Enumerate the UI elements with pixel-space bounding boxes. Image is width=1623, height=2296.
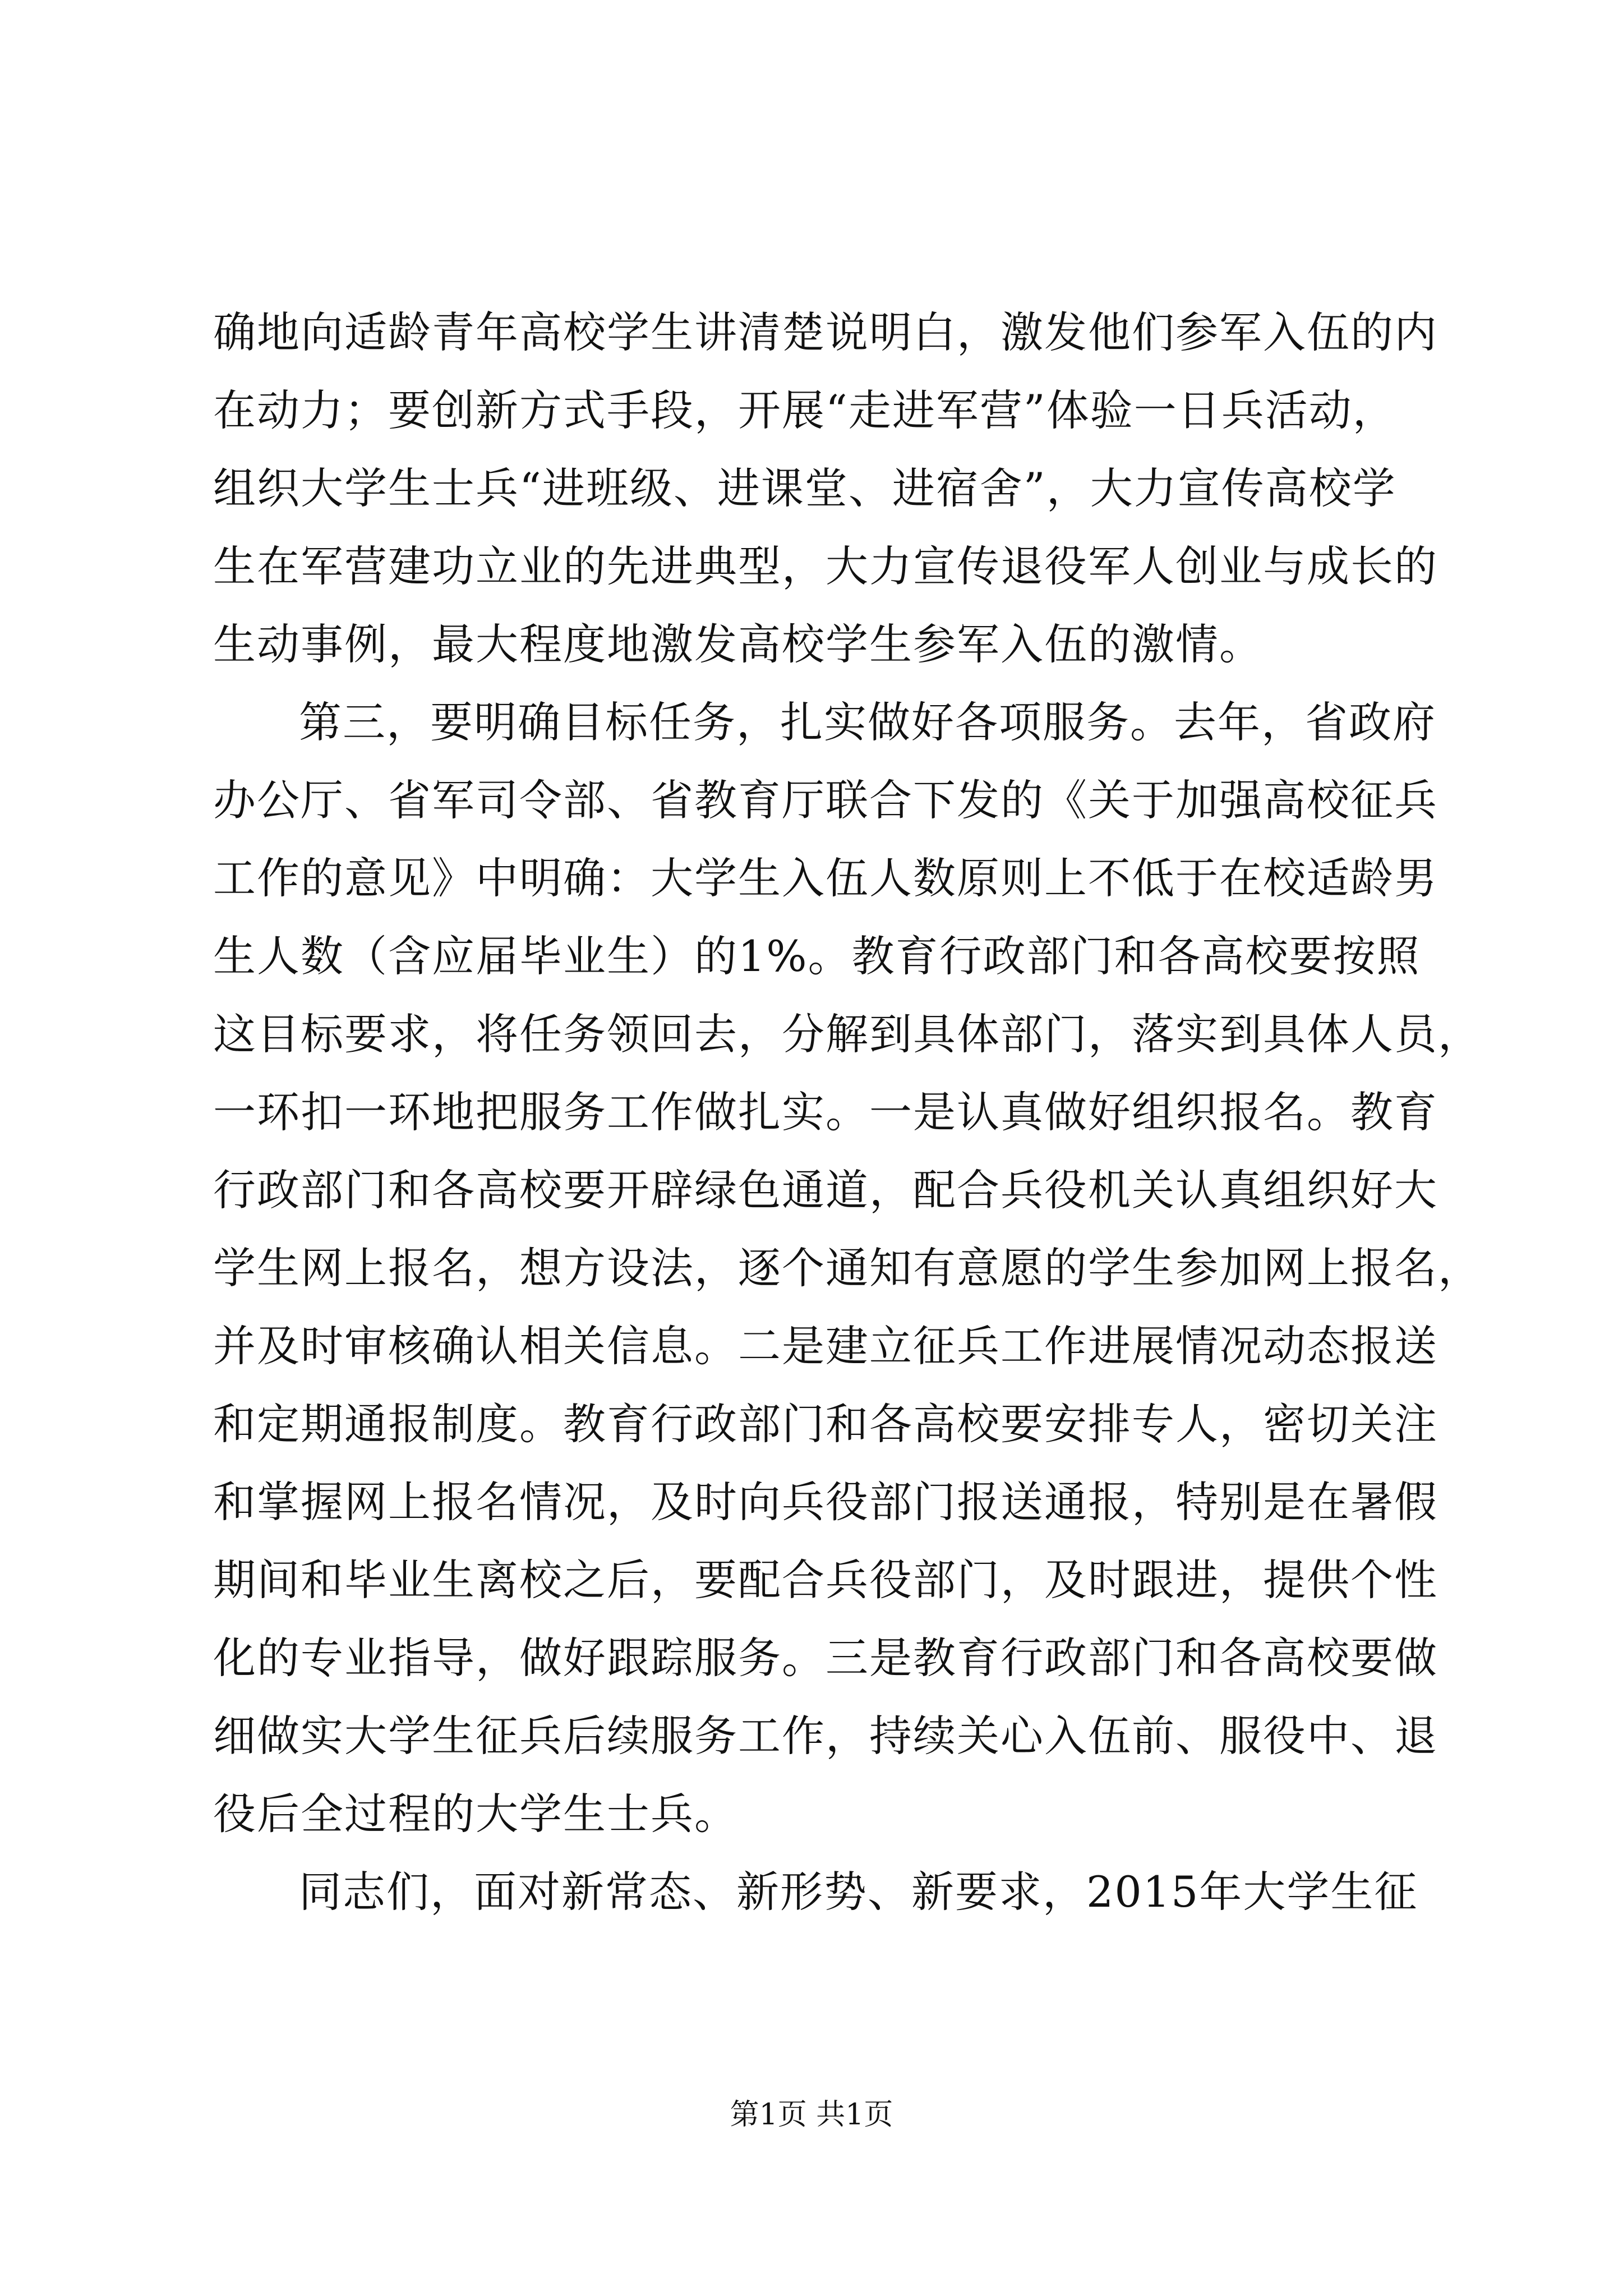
paragraph-first-line: 同志们，面对新常态、新形势、新要求，2015年大学生征 [299,1867,1418,1917]
paragraph-first-line: 第三，要明确目标任务，扎实做好各项服务。去年，省政府 [299,697,1436,747]
body-text-line: 生人数（含应届毕业生）的1%。教育行政部门和各高校要按照 [213,931,1421,981]
body-text-line: 这目标要求，将任务领回去，分解到具体部门，落实到具体人员， [213,1009,1482,1059]
body-text-line: 和掌握网上报名情况，及时向兵役部门报送通报，特别是在暑假 [213,1477,1438,1527]
body-text-line: 细做实大学生征兵后续服务工作，持续关心入伍前、服役中、退 [213,1711,1438,1761]
body-text-line: 行政部门和各高校要开辟绿色通道，配合兵役机关认真组织好大 [213,1165,1438,1215]
body-text-line: 学生网上报名，想方设法，逐个通知有意愿的学生参加网上报名， [213,1243,1482,1293]
body-text-line: 期间和毕业生离校之后，要配合兵役部门，及时跟进，提供个性 [213,1555,1438,1605]
body-text-line: 和定期通报制度。教育行政部门和各高校要安排专人，密切关注 [213,1399,1438,1449]
body-text-line: 在动力；要创新方式手段，开展“走进军营”体验一日兵活动， [213,385,1396,435]
body-text-line: 确地向适龄青年高校学生讲清楚说明白，激发他们参军入伍的内 [213,307,1438,357]
body-text-line: 役后全过程的大学生士兵。 [213,1789,738,1839]
body-text-line: 生在军营建功立业的先进典型，大力宣传退役军人创业与成长的 [213,541,1438,591]
body-text-line: 组织大学生士兵“进班级、进课堂、进宿舍”，大力宣传高校学 [213,463,1396,513]
body-text-line: 生动事例，最大程度地激发高校学生参军入伍的激情。 [213,619,1263,669]
body-text-line: 办公厅、省军司令部、省教育厅联合下发的《关于加强高校征兵 [213,775,1438,825]
body-text-line: 一环扣一环地把服务工作做扎实。一是认真做好组织报名。教育 [213,1087,1438,1137]
page-footer: 第1页 共1页 [730,2098,893,2132]
body-text-line: 工作的意见》中明确：大学生入伍人数原则上不低于在校适龄男 [213,853,1438,903]
body-text-line: 化的专业指导，做好跟踪服务。三是教育行政部门和各高校要做 [213,1633,1438,1683]
body-text-line: 并及时审核确认相关信息。二是建立征兵工作进展情况动态报送 [213,1321,1438,1371]
